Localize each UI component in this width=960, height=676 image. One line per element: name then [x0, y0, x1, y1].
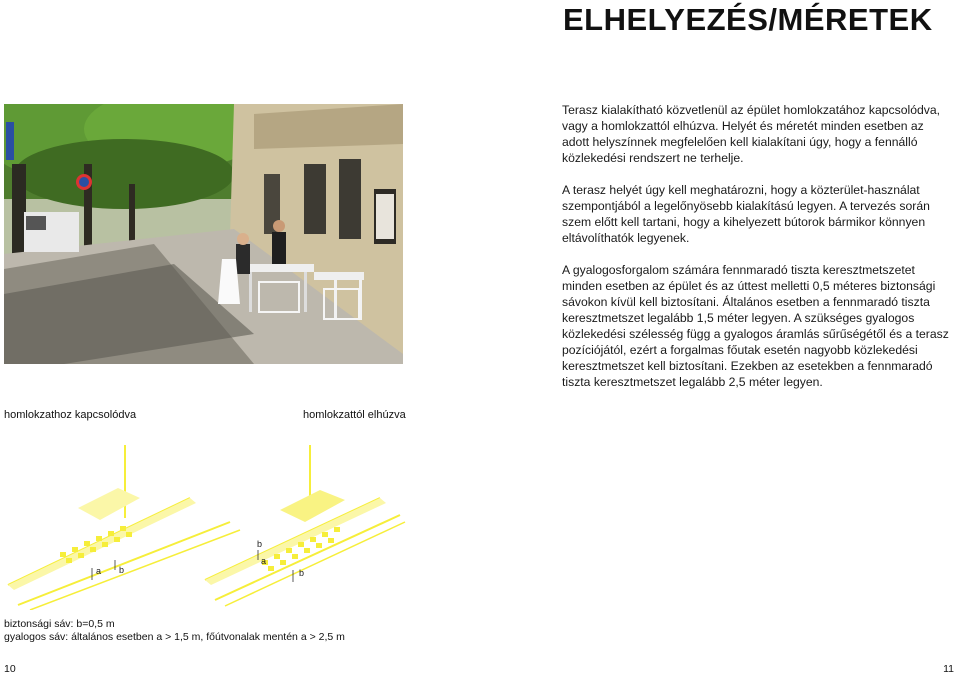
page-number-right: 11 — [943, 663, 954, 675]
diagram-detached — [205, 445, 405, 606]
terrace-placement-diagram — [0, 440, 420, 610]
body-paragraph: A terasz helyét úgy kell meghatározni, hogy a közterület-használat szempontjából a legelőnyösebb kialakítású legyen. A tervezés során szem előtt kell tartani, hogy a kihelyezett bútorok bármikor könnyen eltávolíthatók legyenek. — [562, 183, 930, 245]
diagram-legend — [4, 618, 345, 644]
caption-facade-detached: homlokzattól elhúzva — [303, 409, 406, 421]
body-paragraph: Terasz kialakítható közvetlenül az épület homlokzatához kapcsolódva, vagy a homlokzattól elhúzva. Helyét és méretét minden esetben az adott helyszínnek megfelelően kell kialakítani úgy, hogy a fennálló közlekedési rendszert ne terhelje. — [562, 103, 941, 165]
page-number-left: 10 — [4, 663, 16, 675]
legend-pedestrian-band: gyalogos sáv: általános esetben a > 1,5 m, főútvonalak mentén a > 2,5 m — [4, 631, 345, 643]
page-title: ELHELYEZÉS/MÉRETEK — [563, 2, 933, 37]
legend-safety-band: biztonsági sáv: b=0,5 m — [4, 618, 115, 630]
diagram-label-a: a — [96, 566, 102, 576]
street-terrace-photo — [4, 104, 403, 364]
diagram-label-b-bottom: b — [299, 568, 305, 578]
diagram-label-b-top: b — [257, 539, 263, 549]
diagram-label-a-right: a — [261, 556, 267, 566]
diagram-attached — [8, 445, 240, 610]
diagram-label-b: b — [119, 565, 125, 575]
caption-facade-attached: homlokzathoz kapcsolódva — [4, 409, 137, 421]
street-terrace-illustration — [4, 104, 403, 364]
body-paragraph: A gyalogosforgalom számára fennmaradó tiszta keresztmetszetet minden esetben az épület és az úttest melletti 0,5 méteres biztonsági sávokon kívül kell biztosítani. Általános esetben a fennmaradó tiszta keresztmetszet legalább 1,5 méter legyen. A szükséges gyalogos közlekedési szélesség függ a gyalogos áramlás sűrűségétől és a terasz pozíciójától, ezért a forgalmas főutak esetén nagyobb közlekedési keresztmetszet kell biztosítani. Ezekben az esetekben a fennmaradó tiszta keresztmetszet legalább 2,5 méter legyen. — [562, 263, 949, 389]
